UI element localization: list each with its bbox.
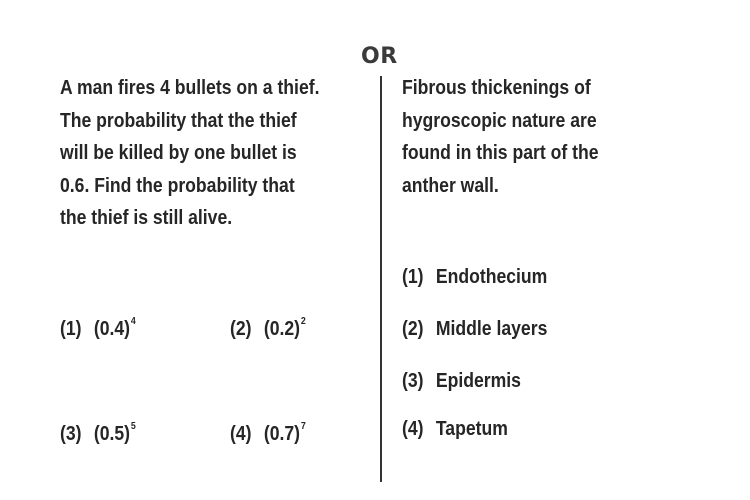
right-question-line: anther wall.	[402, 174, 499, 197]
or-separator-label: OR	[361, 44, 398, 69]
option-text: Endothecium	[435, 266, 548, 288]
right-option-1	[402, 266, 547, 289]
option-number: (1)	[60, 318, 82, 340]
left-option-1	[60, 318, 136, 341]
option-exponent: 5	[130, 421, 136, 432]
left-question-line: will be killed by one bullet is	[60, 142, 297, 164]
right-question-text	[402, 72, 666, 202]
left-question-line: the thief is still alive.	[60, 207, 233, 229]
right-option-3	[402, 370, 521, 393]
option-base: (0.4)	[93, 318, 131, 340]
option-exponent: 4	[130, 316, 136, 327]
column-divider	[380, 76, 382, 482]
left-question-text	[60, 72, 359, 235]
option-exponent: 7	[300, 421, 306, 432]
right-option-4	[402, 418, 508, 441]
left-option-4	[230, 423, 306, 446]
option-text: Tapetum	[435, 418, 508, 440]
option-exponent: 2	[300, 316, 306, 327]
option-number: (4)	[230, 423, 252, 445]
right-option-2	[402, 318, 547, 341]
option-number: (4)	[402, 418, 424, 440]
option-text: Middle layers	[435, 318, 548, 340]
option-number: (3)	[60, 423, 82, 445]
right-question-line: found in this part of the	[402, 142, 599, 164]
option-number: (1)	[402, 266, 424, 288]
left-option-2	[230, 318, 306, 341]
left-question-line: The probability that the thief	[60, 109, 297, 132]
left-question-line: 0.6. Find the probability that	[60, 174, 295, 197]
right-question-line: Fibrous thickenings of	[402, 77, 591, 99]
option-number: (2)	[230, 318, 252, 340]
option-base: (0.7)	[263, 423, 301, 445]
left-question-line: A man fires 4 bullets on a thief.	[60, 77, 320, 99]
right-question-line: hygroscopic nature are	[402, 109, 597, 132]
option-number: (3)	[402, 370, 424, 392]
option-base: (0.5)	[93, 423, 131, 445]
option-text: Epidermis	[435, 370, 521, 392]
option-base: (0.2)	[263, 318, 301, 340]
left-option-3	[60, 423, 136, 446]
option-number: (2)	[402, 318, 424, 340]
